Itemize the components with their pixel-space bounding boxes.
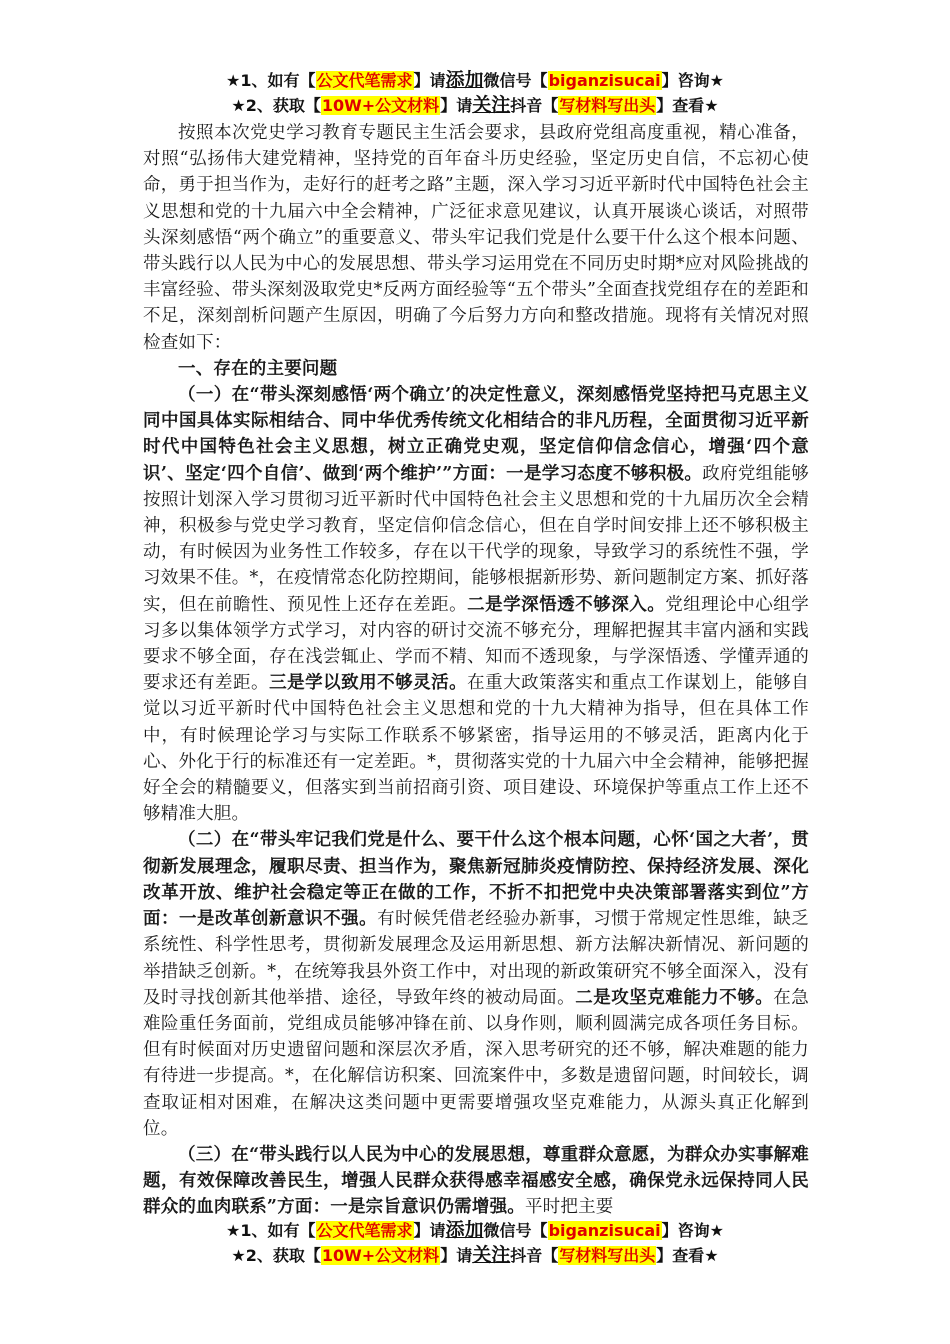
douyin-highlight: 写材料写出头	[559, 1246, 656, 1265]
section-3-heading: （三）在“带头践行以人民为中心的发展思想，尊重群众意愿，为群众办实事解难题，有效保障改善民生，增强人民群众获得感幸福感安全感，确保党永远保持同人民群众的血肉联系”方面：	[143, 1144, 809, 1218]
section-2-heading: （二）在“带头牢记我们党是什么、要干什么这个根本问题，心怀‘国之大者’，贯彻新发展理念，履职尽责、担当作为，聚焦新冠肺炎疫情防控、保持经济发展、深化改革开放、维护社会稳定等正在做的工作，不折不扣把党中央决策部署落实到位”方面：	[143, 830, 809, 930]
section-1-paragraph: （一）在“带头深刻感悟‘两个确立’的决定性意义，深刻感悟党坚持把马克思主义同中国具体实际相结合、同中华优秀传统文化相结合的非凡历程，全面贯彻习近平新时代中国特色社会主义思想，树立正确党史观，坚定信仰信念信心，增强‘四个意识’、坚定‘四个自信’、做到‘两个维护’”方面：一是学习态度不够积极。政府党组能够按照计划深入学习贯彻习近平新时代中国特色社会主义思想和党的十九届历次全会精神，积极参与党史学习教育，坚定信仰信念信心，但在自学时间安排上还不够积极主动，有时候因为业务性工作较多，存在以干代学的现象，导致学习的系统性不强，学习效果不佳。*，在疫情常态化防控期间，能够根据新形势、新问题制定方案、抓好落实，但在前瞻性、预见性上还存在差距。二是学深悟透不够深入。党组理论中心组学习多以集体领学方式学习，对内容的研讨交流不够充分，理解把握其丰富内涵和实践要求不够全面，存在浅尝辄止、学而不精、知而不透现象，与学深悟透、学懂弄通的要求还有差距。三是学以致用不够灵活。在重大政策落实和重点工作谋划上，能够自觉以习近平新时代中国特色社会主义思想和党的十九大精神为指导，但在具体工作中，有时候理论学习与实际工作联系不够紧密，指导运用的不够灵活，距离内化于心、外化于行的标准还有一定差距。*，贯彻落实党的十九届六中全会精神，能够把握好全会的精髓要义，但落实到当前招商引资、项目建设、环境保护等重点工作上还不够精准大胆。	[143, 385, 809, 825]
footer-ad-line-1: ★1、如有【公文代笔需求】请添加微信号【biganzisucai】咨询★	[226, 1219, 724, 1241]
highlight-text: 公文代笔需求	[316, 71, 413, 90]
highlight-text: 10W+公文材料	[321, 1246, 440, 1265]
underlined-text: 添加	[445, 1219, 484, 1241]
wechat-id-highlight: biganzisucai	[548, 71, 661, 90]
section-heading: 一、存在的主要问题	[178, 358, 338, 379]
underlined-text: 添加	[445, 69, 484, 91]
underlined-text: 关注	[472, 1244, 511, 1266]
highlight-text: 10W+公文材料	[321, 96, 440, 115]
intro-paragraph: 按照本次党史学习教育专题民主生活会要求，县政府党组高度重视，精心准备，对照“弘扬伟大建党精神，坚持党的百年奋斗历史经验，坚定历史自信，不忘初心使命，勇于担当作为，走好行的赶考之路”主题，深入学习习近平新时代中国特色社会主义思想和党的十九届六中全会精神，广泛征求意见建议，认真开展谈心谈话，对照带头深刻感悟“两个确立”的重要意义、带头牢记我们党是什么要干什么这个根本问题、带头践行以人民为中心的发展思想、带头学习运用党在不同历史时期*应对风险挑战的丰富经验、带头深刻汲取党史*反两方面经验等“五个带头”全面查找党组存在的差距和不足，深刻剖析问题产生原因，明确了今后努力方向和整改措施。现将有关情况对照检查如下：	[143, 123, 809, 353]
section-1-heading: （一）在“带头深刻感悟‘两个确立’的决定性意义，深刻感悟党坚持把马克思主义同中国具体实际相结合、同中华优秀传统文化相结合的非凡历程，全面贯彻习近平新时代中国特色社会主义思想，树立正确党史观，坚定信仰信念信心，增强‘四个意识’、坚定‘四个自信’、做到‘两个维护’”方面：	[143, 385, 809, 484]
header-ad-line-1: ★1、如有【公文代笔需求】请添加微信号【biganzisucai】咨询★	[226, 69, 724, 91]
header-ad-line-2: ★2、获取【10W+公文材料】请关注抖音【写材料写出头】查看★	[231, 94, 719, 116]
douyin-highlight: 写材料写出头	[559, 96, 656, 115]
section-2-paragraph: （二）在“带头牢记我们党是什么、要干什么这个根本问题，心怀‘国之大者’，贯彻新发展理念，履职尽责、担当作为，聚焦新冠肺炎疫情防控、保持经济发展、深化改革开放、维护社会稳定等正在做的工作，不折不扣把党中央决策部署落实到位”方面：一是改革创新意识不强。有时候凭借老经验办新事，习惯于常规定性思维，缺乏系统性、科学性思考，贯彻新发展理念及运用新思想、新方法解决新情况、新问题的举措缺乏创新。*，在统筹我县外资工作中，对出现的新政策研究不够全面深入，没有及时寻找创新其他举措、途径，导致年终的被动局面。二是攻坚克难能力不够。在急难险重任务面前，党组成员能够冲锋在前、以身作则，顺利圆满完成各项任务目标。但有时候面对历史遗留问题和深层次矛盾，深入思考研究的还不够，解决难题的能力有待进一步提高。*，在化解信访积案、回流案件中，多数是遗留问题，时间较长，调查取证相对困难，在解决这类问题中更需要增强攻坚克难能力，从源头真正化解到位。	[143, 830, 809, 1139]
footer-ad-line-2: ★2、获取【10W+公文材料】请关注抖音【写材料写出头】查看★	[231, 1244, 719, 1266]
section-3-paragraph: （三）在“带头践行以人民为中心的发展思想，尊重群众意愿，为群众办实事解难题，有效保障改善民生，增强人民群众获得感幸福感安全感，确保党永远保持同人民群众的血肉联系”方面：一是宗旨意识仍需增强。平时把主要	[143, 1144, 809, 1218]
wechat-id-highlight: biganzisucai	[548, 1221, 661, 1240]
document-body	[143, 120, 809, 1221]
underlined-text: 关注	[472, 94, 511, 116]
highlight-text: 公文代笔需求	[316, 1221, 413, 1240]
